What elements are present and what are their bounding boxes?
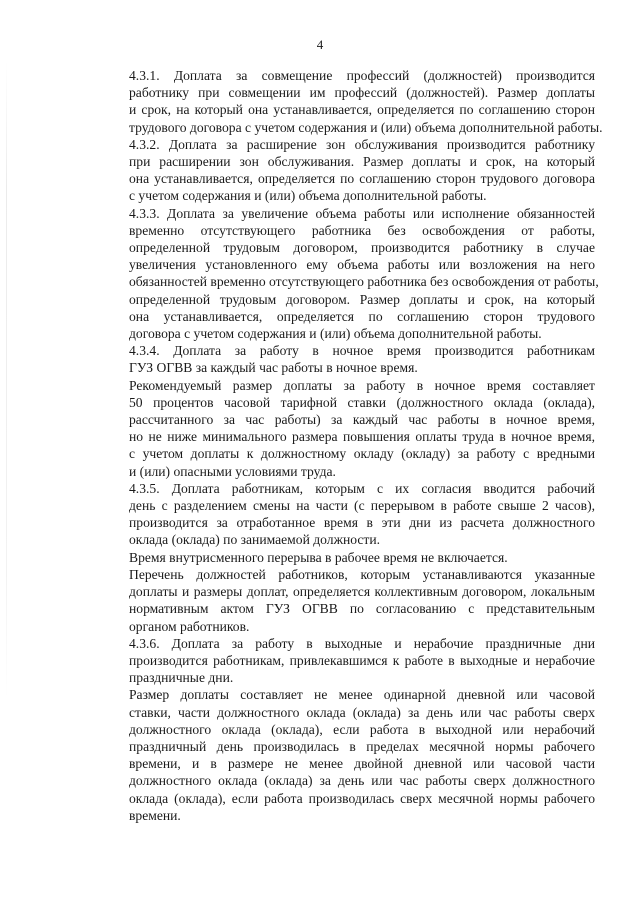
paragraph-line: трудового договора с учетом содержания и (или) объема дополнительной работы. <box>129 119 603 135</box>
paragraph-line: с учетом содержания и (или) объема дополнительной работы. <box>129 188 487 204</box>
paragraph-line: органом работников. <box>129 618 250 634</box>
paragraph <box>80 566 595 635</box>
paragraph <box>80 686 595 824</box>
paragraph-line: и срок, на который она устанавливается, определяется по соглашению сторон <box>129 102 595 118</box>
paragraph-line: 4.3.5. Доплата работникам, которым с их согласия вводится рабочий <box>129 480 595 496</box>
paragraph-line: 4.3.1. Доплата за совмещение профессий (должностей) производится <box>129 68 595 83</box>
paragraph-line: ставки, части должностного оклада (оклада) за день или час работы сверх <box>129 704 595 720</box>
paragraph-line: праздничные дни. <box>129 670 234 686</box>
paragraph-line: увеличения установленного ему объема работы или возложения на него <box>129 257 595 273</box>
page-number: 4 <box>316 37 324 52</box>
paragraph-line: должностного оклада (оклада) за день или час работы сверх должностного <box>129 773 595 789</box>
paragraph-line: при расширении зон обслуживания. Размер доплаты и срок, на который <box>129 154 595 170</box>
paragraph-line: определенной трудовым договором. Размер доплаты и срок, на который <box>129 291 595 307</box>
paragraph-line: и (или) опасными условиями труда. <box>129 463 336 479</box>
paragraph-line: производится работникам, привлекавшимся к работе в выходные и нерабочие <box>129 652 595 668</box>
paragraph-line: 4.3.4. Доплата за работу в ночное время производится работникам <box>129 343 595 359</box>
paragraph-line: праздничный день производилась в пределах месячной нормы рабочего <box>129 738 595 754</box>
paragraph-line: Перечень должностей работников, которым устанавливаются указанные <box>129 566 595 582</box>
paragraph-line: производится за отработанное время в эти дни из расчета должностного <box>129 515 595 531</box>
paragraph-line: она устанавливается, определяется по соглашению сторон трудового <box>129 308 595 324</box>
paragraph-line: она устанавливается, определяется по соглашению сторон трудового договора <box>129 171 595 187</box>
document-body <box>80 67 603 824</box>
paragraph-line: но не ниже минимального размера повышения оплаты труда в ночное время, <box>129 429 595 445</box>
paragraph <box>80 635 595 687</box>
paragraph <box>80 67 603 136</box>
paragraph-line: определенной трудовым договором, производится работнику в случае <box>129 240 595 256</box>
paragraph-line: Рекомендуемый размер доплаты за работу в ночное время составляет <box>129 377 595 393</box>
paragraph <box>80 549 595 566</box>
paragraph-line: 4.3.3. Доплата за увеличение объема работы или исполнение обязанностей <box>129 205 595 221</box>
paragraph-line: обязанностей временно отсутствующего работника без освобождения от работы, <box>129 274 599 290</box>
paragraph-line: временно отсутствующего работника без освобождения от работы, <box>129 222 595 238</box>
paragraph-line: времени, и в размере не менее двойной дневной или часовой части <box>129 756 595 772</box>
paragraph-line: день с разделением смены на части (с перерывом в работе свыше 2 часов), <box>129 498 595 514</box>
paragraph <box>80 377 595 480</box>
paragraph-line: Время внутрисменного перерыва в рабочее время не включается. <box>129 549 508 565</box>
paragraph-line: 4.3.6. Доплата за работу в выходные и нерабочие праздничные дни <box>129 635 595 651</box>
paragraph-line: с учетом доплаты к должностному окладу (окладу) за работу с вредными <box>129 446 595 462</box>
paragraph <box>80 205 599 343</box>
paragraph-line: времени. <box>129 807 181 823</box>
paragraph-line: оклада (оклада), если работа производилась сверх месячной нормы рабочего <box>129 790 595 806</box>
paragraph <box>80 342 595 376</box>
paragraph-line: 4.3.2. Доплата за расширение зон обслуживания производится работнику <box>129 136 595 152</box>
scan-edge-shadow <box>6 60 7 700</box>
paragraph-line: 50 процентов часовой тарифной ставки (должностного оклада (оклада), <box>129 394 595 410</box>
paragraph-line: нормативным актом ГУЗ ОГВВ по согласованию с представительным <box>129 601 595 617</box>
paragraph-line: рассчитанного за час работы) за каждый час работы в ночное время, <box>129 412 595 428</box>
paragraph-line: должностного оклада (оклада), если работа в выходной или нерабочий <box>129 721 595 737</box>
paragraph <box>80 136 595 205</box>
paragraph-line: Размер доплаты составляет не менее одинарной дневной или часовой <box>129 687 595 703</box>
paragraph-line: ГУЗ ОГВВ за каждый час работы в ночное время. <box>129 360 418 376</box>
paragraph-line: работнику при совмещении им профессий (должностей). Размер доплаты <box>129 85 595 101</box>
paragraph-line: доплаты и размеры доплат, определяется коллективным договором, локальным <box>129 584 595 600</box>
paragraph <box>80 480 595 549</box>
paragraph-line: договора с учетом содержания и (или) объема дополнительной работы. <box>129 326 542 342</box>
paragraph-line: оклада (оклада) по занимаемой должности. <box>129 532 381 548</box>
